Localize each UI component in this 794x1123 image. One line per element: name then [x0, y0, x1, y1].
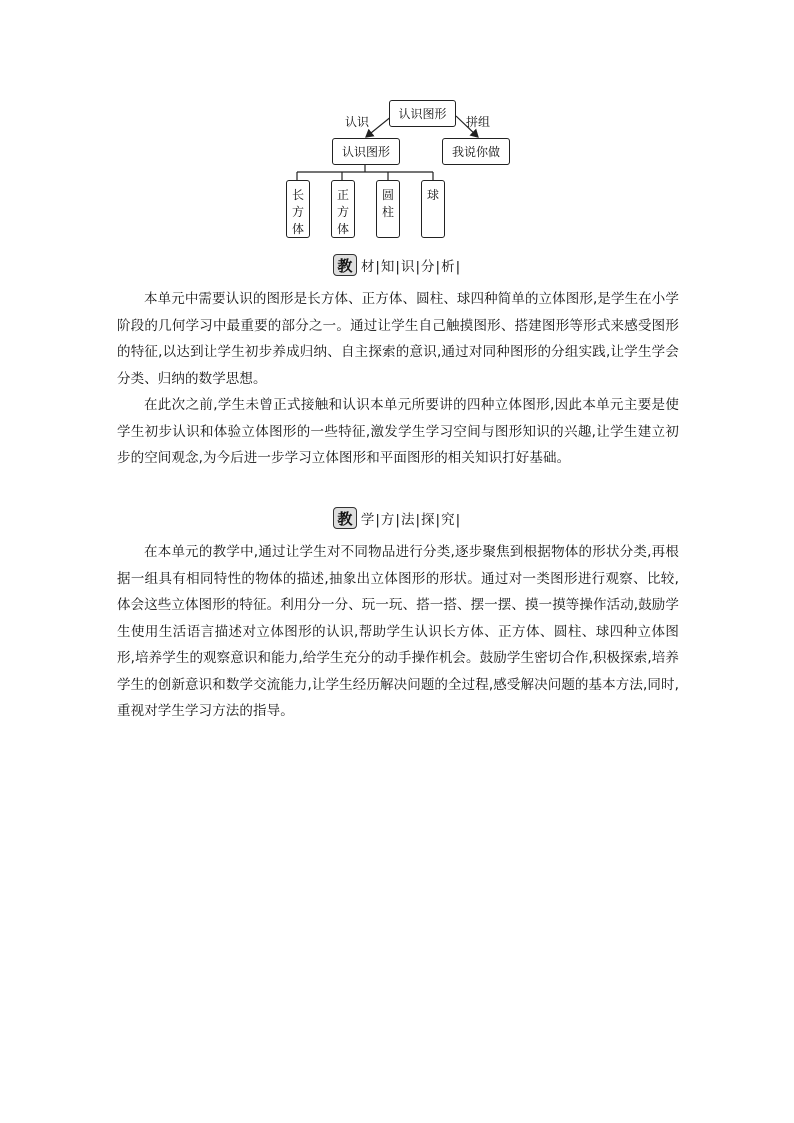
diagram-leaf-cuboid: [286, 180, 310, 238]
section-title: 材|知|识|分|析|: [360, 259, 462, 275]
leaf-char: 球: [426, 188, 439, 202]
section-heading-textbook-analysis: [0, 252, 794, 278]
section-badge: 教: [333, 254, 357, 276]
paragraph: 在此次之前,学生未曾正式接触和认识本单元所要讲的四种立体图形,因此本单元主要是使学生初步认识和体验立体图形的一些特征,激发学生学习空间与图形知识的兴趣,让学生建立初步的空间观念,为今后进一步学习立体图形和平面图形的相关知识打好基础。: [117, 397, 679, 466]
section-title: 学|方|法|探|究|: [360, 512, 462, 528]
diagram-leaf-sphere: [421, 180, 445, 238]
leaf-char: 方: [291, 205, 304, 219]
diagram-right-child-node: 我说你做: [442, 138, 510, 165]
leaf-char: 圆: [381, 188, 394, 202]
paragraph: 本单元中需要认识的图形是长方体、正方体、圆柱、球四种简单的立体图形,是学生在小学阶段的几何学习中最重要的部分之一。通过让学生自己触摸图形、搭建图形等形式来感受图形的特征,以达到让学生初步养成归纳、自主探索的意识,通过对同种图形的分组实践,让学生学会分类、归纳的数学思想。: [117, 291, 679, 387]
leaf-char: 体: [291, 222, 304, 236]
leaf-char: 方: [336, 205, 349, 219]
leaf-char: 体: [336, 222, 349, 236]
paragraph: 在本单元的教学中,通过让学生对不同物品进行分类,逐步聚焦到根据物体的形状分类,再根据一组具有相同特性的物体的描述,抽象出立体图形的形状。通过对一类图形进行观察、比较,体会这些立体图形的特征。利用分一分、玩一玩、搭一搭、摆一摆、摸一摸等操作活动,鼓励学生使用生活语言描述对立体图形的认识,帮助学生认识长方体、正方体、圆柱、球四种立体图形,培养学生的观察意识和能力,给学生充分的动手操作机会。鼓励学生密切合作,积极探索,培养学生的创新意识和数学交流能力,让学生经历解决问题的全过程,感受解决问题的基本方法,同时,重视对学生学习方法的指导。: [117, 544, 679, 719]
leaf-char: 长: [291, 188, 304, 202]
section-heading-teaching-methods: [0, 505, 794, 531]
section-badge: 教: [333, 507, 357, 529]
leaf-char: 正: [336, 188, 349, 202]
diagram-left-child-node: 认识图形: [332, 138, 400, 165]
leaf-char: 柱: [381, 205, 394, 219]
diagram-leaf-cylinder: [376, 180, 400, 238]
diagram-leaf-cube: [331, 180, 355, 238]
concept-diagram: [0, 0, 794, 250]
diagram-root-node: 认识图形: [389, 100, 456, 127]
edge-label-recognize: 认识: [345, 115, 370, 129]
edge-label-assemble: 拼组: [466, 115, 491, 129]
